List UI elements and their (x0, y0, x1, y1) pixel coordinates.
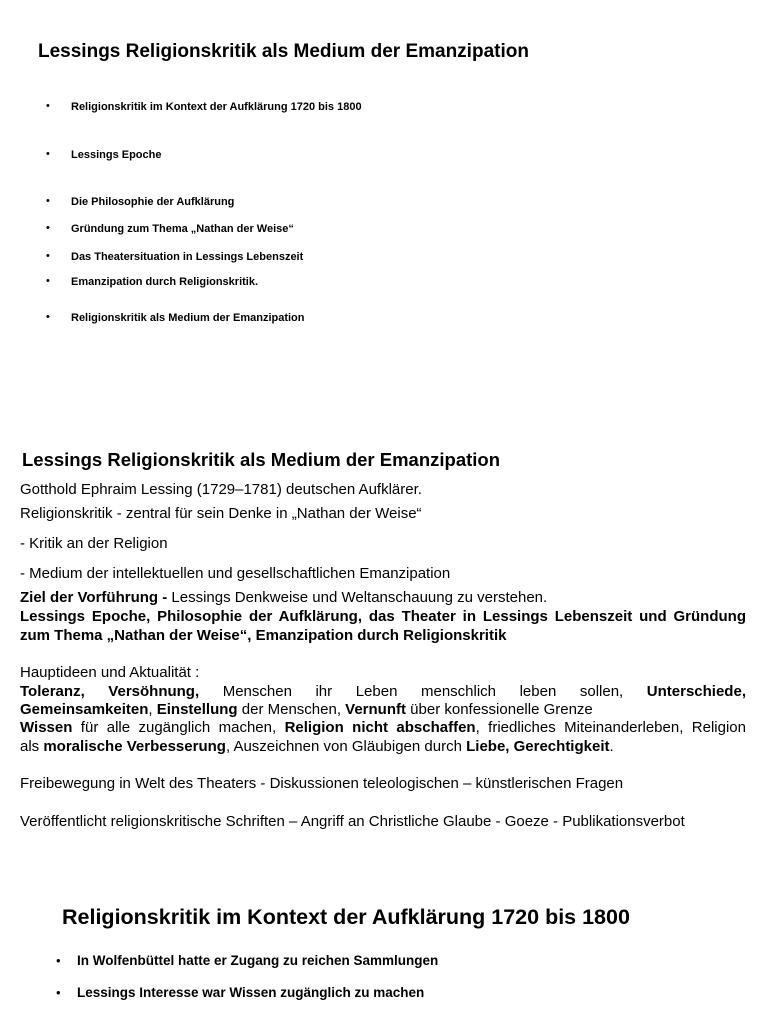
text: . (609, 738, 614, 755)
keyword: Gemeinsamkeiten (20, 701, 149, 718)
list-item: Emanzipation durch Religionskritik. (71, 276, 259, 288)
slide2-title: Lessings Religionskritik als Medium der Emanzipation (22, 449, 501, 470)
dash-item: - Medium der intellektuellen und gesellschaftlichen Emanzipation (20, 565, 451, 582)
keyword: Einstellung (156, 701, 238, 718)
text: der Menschen, (237, 701, 346, 718)
keyword: Toleranz, Versöhnung, (20, 683, 200, 700)
text: über konfessionelle Grenze (406, 701, 593, 718)
bullet-dot: • (46, 148, 50, 160)
bullet-dot: • (46, 250, 50, 262)
ziel-label: Ziel der Vorführung - (20, 589, 172, 606)
keyword: Vernunft (345, 701, 406, 718)
intro-line: Religionskritik - zentral für sein Denke in „Nathan der Weise“ (20, 505, 422, 522)
slide3-title: Religionskritik im Kontext der Aufklärung 1720 bis 1800 (62, 905, 630, 929)
slide1-title: Lessings Religionskritik als Medium der Emanzipation (38, 41, 529, 62)
keyword: Wissen (20, 719, 73, 736)
freibewegung-line: Freibewegung in Welt des Theaters - Diskussionen teleologischen – künstlerischen Fragen (20, 775, 624, 792)
hauptideen-label: Hauptideen und Aktualität : (20, 664, 200, 681)
hauptideen-line (20, 719, 746, 738)
bullet-dot: • (56, 953, 61, 968)
text: Menschen ihr Leben menschlich leben sollen, (199, 683, 647, 700)
list-item: Gründung zum Thema „Nathan der Weise“ (71, 223, 294, 235)
text: als (20, 738, 44, 755)
list-item: Lessings Epoche (71, 149, 162, 161)
ziel-bold-line: Lessings Epoche, Philosophie der Aufklärung, das Theater in Lessings Lebenszeit und Gründung (20, 608, 746, 625)
intro-line: Gotthold Ephraim Lessing (1729–1781) deutschen Aufklärer. (20, 481, 422, 498)
list-item: Lessings Interesse war Wissen zugänglich zu machen (77, 985, 425, 1000)
veroeffentlicht-line: Veröffentlicht religionskritische Schriften – Angriff an Christliche Glaube - Goeze - Publikationsverbot (20, 813, 685, 830)
text: , Auszeichnen von Gläubigen durch (225, 738, 467, 755)
list-item: Das Theatersituation in Lessings Lebenszeit (71, 251, 304, 263)
keyword: Unterschiede, (646, 683, 746, 700)
bullet-dot: • (46, 100, 50, 112)
text: für alle zugänglich machen, (72, 719, 285, 736)
ziel-line (20, 589, 547, 606)
bullet-dot: • (46, 311, 50, 323)
hauptideen-line (20, 738, 614, 755)
ziel-bold-line: zum Thema „Nathan der Weise“, Emanzipation durch Religionskritik (20, 627, 507, 644)
bullet-dot: • (56, 985, 61, 1000)
list-item: In Wolfenbüttel hatte er Zugang zu reichen Sammlungen (77, 953, 439, 968)
keyword: Religion nicht abschaffen (284, 719, 476, 736)
text: , (148, 701, 157, 718)
list-item: Die Philosophie der Aufklärung (71, 196, 235, 208)
bullet-dot: • (46, 222, 50, 234)
dash-item: - Kritik an der Religion (20, 535, 168, 552)
ziel-text: Lessings Denkweise und Weltanschauung zu verstehen. (171, 589, 548, 606)
text: , friedliches Miteinanderleben, Religion (475, 719, 746, 736)
keyword: moralische Verbesserung (43, 738, 226, 755)
list-item: Religionskritik als Medium der Emanzipation (71, 312, 305, 324)
bullet-dot: • (46, 275, 50, 287)
hauptideen-line (20, 701, 593, 718)
bullet-dot: • (46, 195, 50, 207)
list-item: Religionskritik im Kontext der Aufklärung 1720 bis 1800 (71, 101, 362, 113)
hauptideen-line (20, 683, 746, 702)
keyword: Liebe, Gerechtigkeit (466, 738, 610, 755)
